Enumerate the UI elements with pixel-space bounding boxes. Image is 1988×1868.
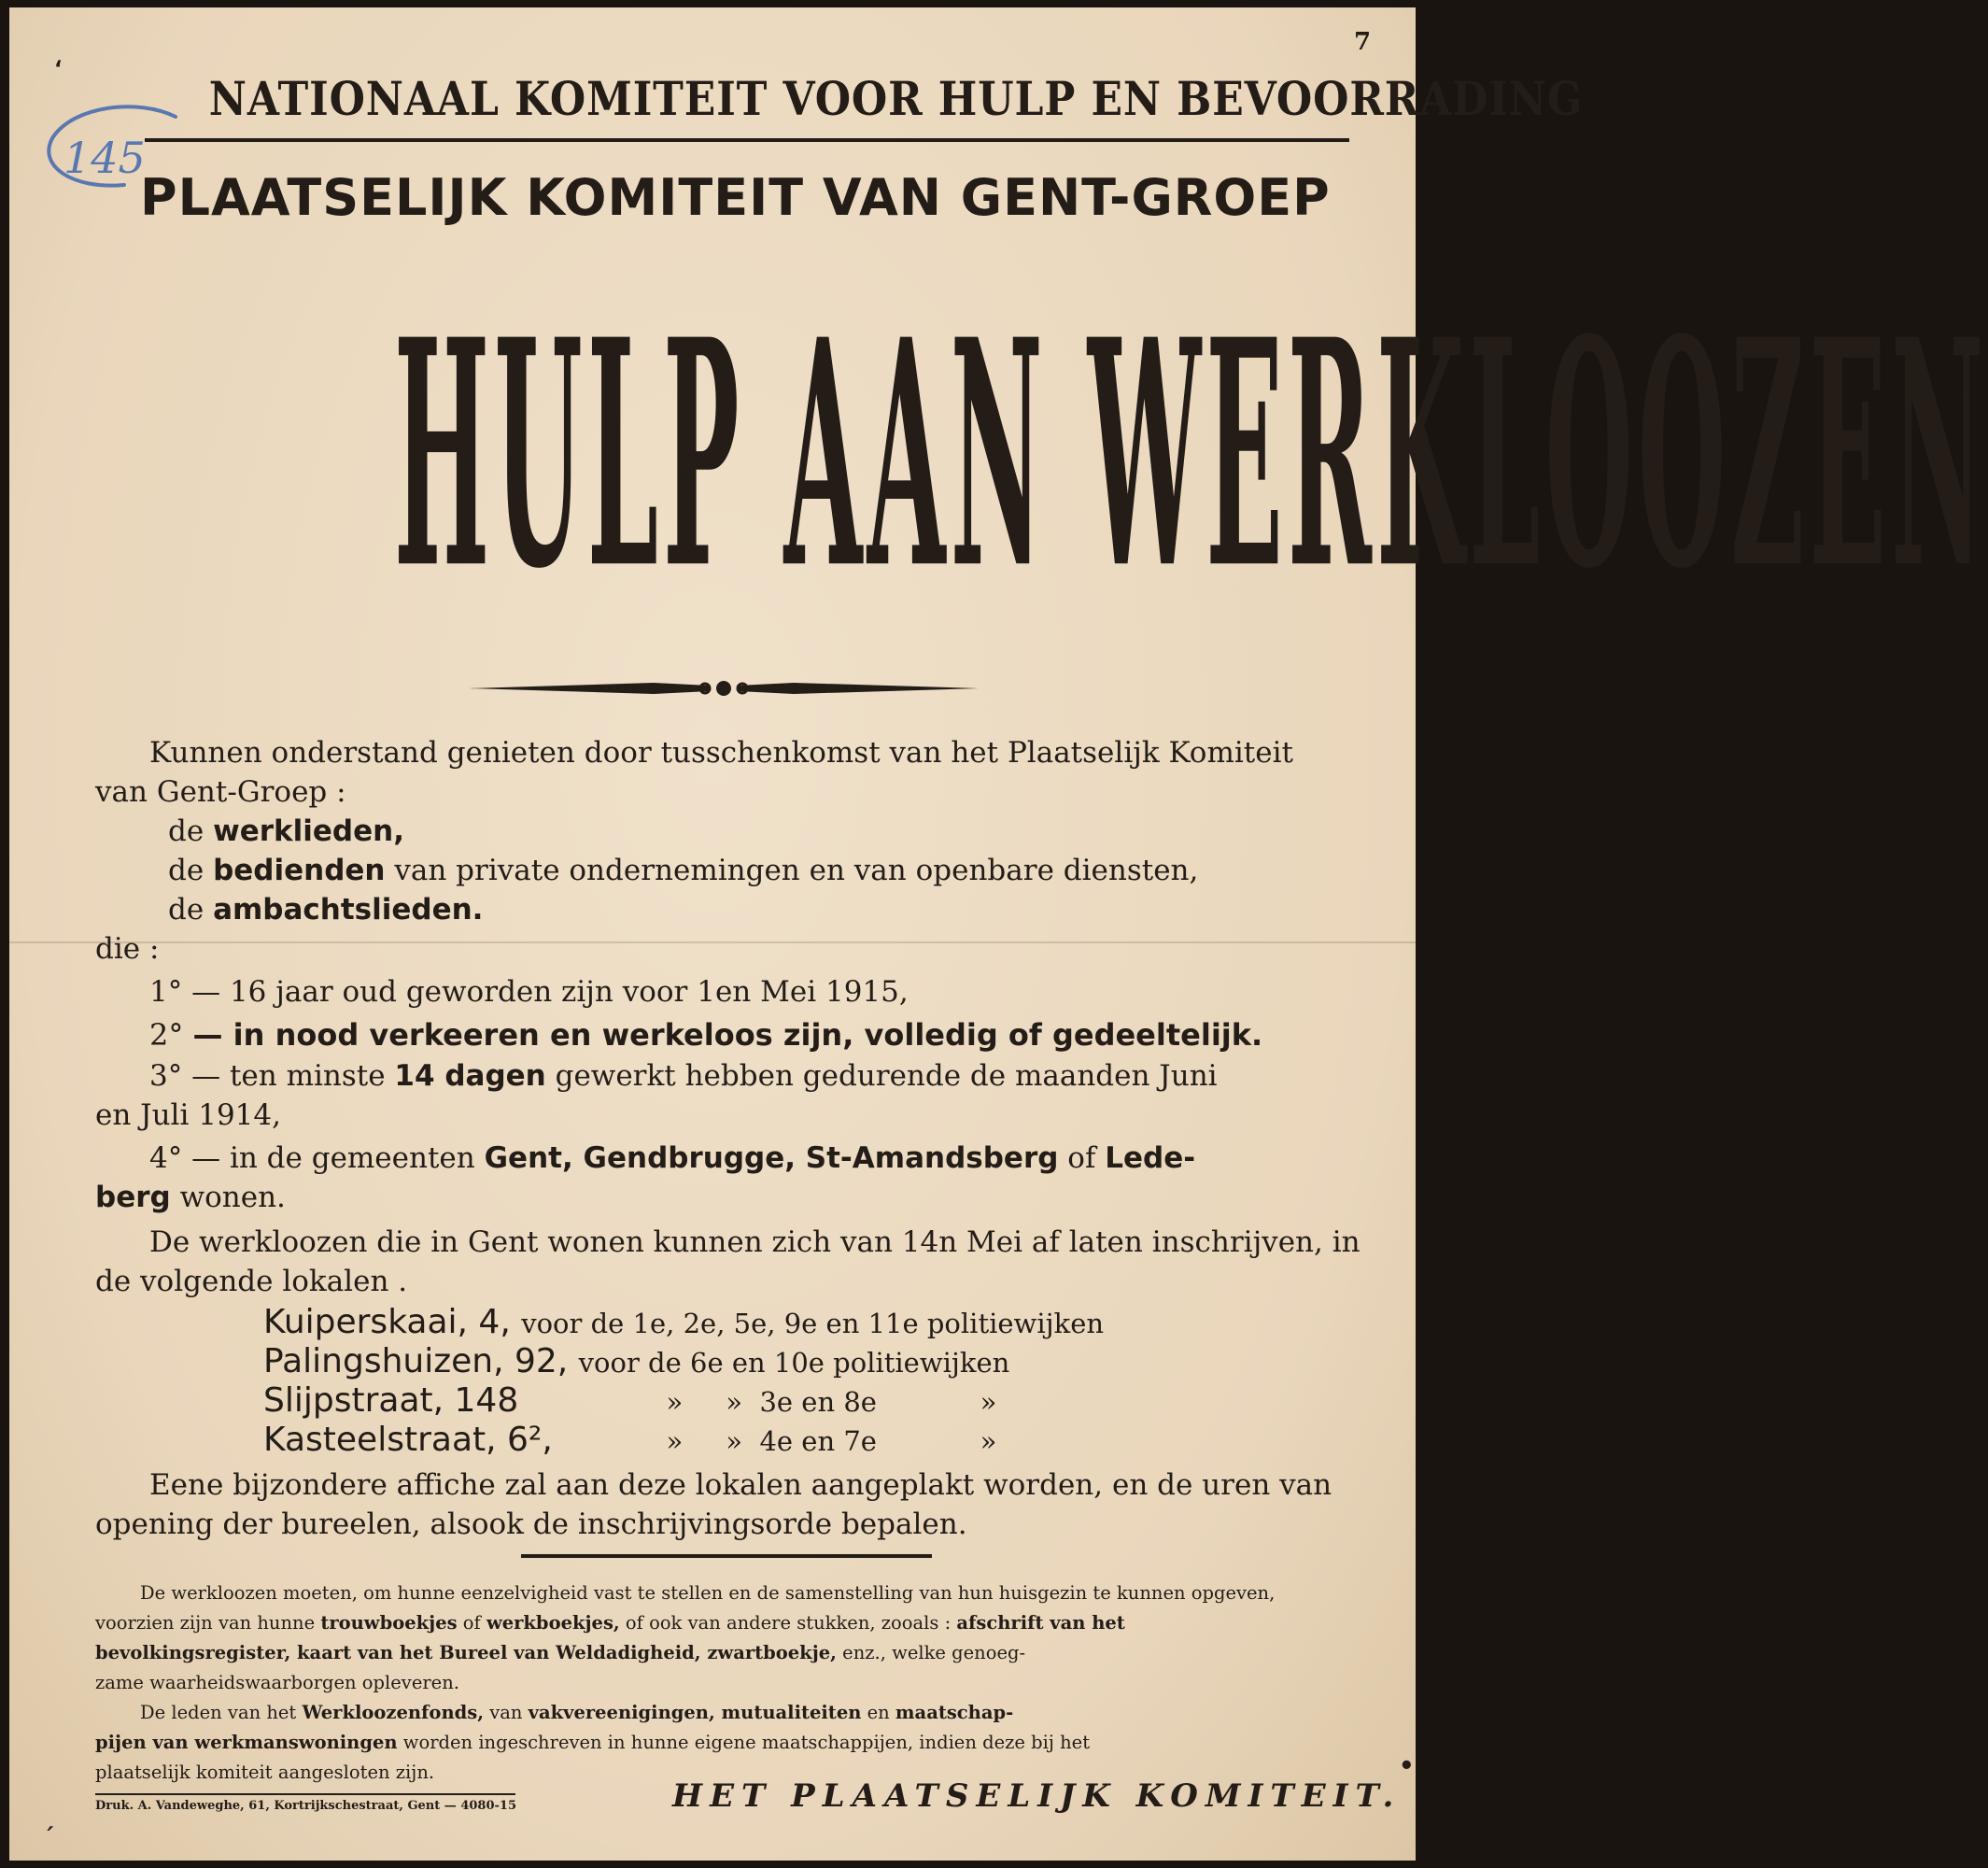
fineprint-p1-line-3: [95, 1640, 1025, 1666]
fineprint-p1-line-4: zame waarheidswaarborgen opleveren.: [95, 1672, 459, 1693]
fp-bold: bevolkingsregister, kaart van het Bureel van Weldadigheid, zwartboekje,: [95, 1642, 837, 1663]
location-row: [263, 1343, 1009, 1381]
condition-3-line-2: en Juli 1914,: [95, 1098, 281, 1132]
fp-text: De leden van het: [140, 1702, 297, 1723]
fineprint-p2-line-3: plaatselijk komiteit aangesloten zijn.: [95, 1762, 435, 1783]
poster-sheet: [9, 7, 1988, 1861]
fp-bold: vakvereenigingen, mutualiteiten: [528, 1702, 862, 1723]
local-committee-title: PLAATSELIJK KOMITEIT VAN GENT-GROEP: [140, 168, 1331, 227]
location-detail: » » 4e en 7e »: [666, 1425, 997, 1457]
location-detail: voor de 1e, 2e, 5e, 9e en 11e politiewijken: [521, 1308, 1105, 1339]
condition-3-number: 3°: [149, 1059, 183, 1093]
group-bedienden-label: bedienden: [213, 854, 386, 887]
location-place: Palingshuizen, 92,: [263, 1342, 569, 1380]
fp-bold: maatschap-: [895, 1702, 1014, 1723]
fp-bold: Werkloozenfonds,: [302, 1702, 485, 1723]
condition-1: [149, 973, 909, 1011]
group-ambachtslieden-label: ambachtslieden.: [213, 893, 484, 927]
location-detail: voor de 6e en 10e politiewijken: [578, 1347, 1010, 1379]
corner-mark: 7: [1354, 28, 1372, 56]
national-committee-title: NATIONAAL KOMITEIT VOOR HULP EN BEVOORRADING: [208, 71, 1584, 126]
condition-4-of: of: [1067, 1141, 1096, 1175]
ornament-divider: [467, 672, 980, 704]
fp-bold: afschrift van het: [956, 1612, 1125, 1634]
fp-text: en: [867, 1702, 890, 1723]
condition-1-text: — 16 jaar oud geworden zijn voor 1en Mei 1915,: [191, 975, 909, 1009]
fp-text: of ook van andere stukken, zooals :: [625, 1612, 952, 1634]
intro-die: die :: [95, 932, 160, 966]
condition-4-municipalities: Gent, Gendbrugge, St-Amandsberg: [484, 1141, 1059, 1175]
location-row: [263, 1382, 996, 1421]
condition-3: [149, 1057, 1218, 1095]
condition-4-wonen: wonen.: [179, 1181, 286, 1214]
fp-text: worden ingeschreven in hunne eigene maatschappijen, indien deze bij het: [402, 1732, 1091, 1753]
edge-mark: ˊ: [43, 1824, 55, 1852]
printer-credit: Druk. A. Vandeweghe, 61, Kortrijkschestraat, Gent — 4080-15: [95, 1799, 516, 1813]
paper-fold: [9, 941, 1416, 943]
registration-line-2: de volgende lokalen .: [95, 1265, 408, 1298]
group-ambachtslieden: [168, 891, 483, 928]
fp-bold: trouwboekjes: [320, 1612, 458, 1634]
condition-4-text-a: — in de gemeenten: [191, 1141, 475, 1175]
location-row: [263, 1422, 996, 1460]
group-bedienden-rest: van private ondernemingen en van openbare diensten,: [394, 854, 1199, 887]
edge-mark: •: [1399, 1752, 1415, 1780]
condition-4: [149, 1139, 1195, 1177]
condition-4-ledeberg-b: berg: [95, 1181, 171, 1214]
printer-rule: [95, 1793, 515, 1795]
group-bedienden: [168, 852, 1198, 889]
condition-4-line-2: [95, 1179, 286, 1216]
location-detail: » » 3e en 8e »: [666, 1386, 997, 1418]
intro-line-1: Kunnen onderstand genieten door tusschenkomst van het Plaatselijk Komiteit: [149, 736, 1293, 770]
condition-1-number: 1°: [149, 975, 183, 1009]
condition-2-number: 2°: [149, 1017, 184, 1053]
article-de: de: [168, 814, 204, 848]
fp-text: enz., welke genoeg-: [842, 1642, 1026, 1663]
location-place: Kuiperskaai, 4,: [263, 1303, 511, 1341]
group-werklieden: [168, 813, 404, 850]
fp-text: voorzien zijn van hunne: [95, 1612, 316, 1634]
signature: HET PLAATSELIJK KOMITEIT.: [672, 1777, 1402, 1815]
fineprint-p2-line-1: [140, 1700, 1013, 1726]
condition-3-text-c: gewerkt hebben gedurende de maanden Juni: [555, 1059, 1218, 1093]
headline: HULP AAN WERKLOOZEN: [394, 273, 1988, 639]
fineprint-p1-line-2: [95, 1610, 1125, 1636]
fp-text: of: [462, 1612, 481, 1634]
handwritten-number: 145: [63, 133, 146, 183]
registration-line-1: De werkloozen die in Gent wonen kunnen zich van 14n Mei af laten inschrijven, in: [149, 1225, 1361, 1259]
location-place: Slijpstraat, 148: [263, 1381, 519, 1420]
notice-line-1: Eene bijzondere affiche zal aan deze lokalen aangeplakt worden, en de uren van: [149, 1468, 1332, 1502]
fineprint-p1-line-1: De werkloozen moeten, om hunne eenzelvigheid vast te stellen en de samenstelling van hun huisgezin te kunnen opgeven,: [140, 1582, 1276, 1604]
article-de: de: [168, 893, 204, 927]
intro-line-2: van Gent-Groep :: [95, 775, 346, 809]
fp-bold: werkboekjes,: [486, 1612, 620, 1634]
fineprint-p2-line-2: [95, 1730, 1090, 1756]
location-place: Kasteelstraat, 6²,: [263, 1421, 553, 1459]
condition-3-days: 14 dagen: [394, 1059, 546, 1093]
handwritten-annotation: [35, 96, 199, 199]
section-rule: [521, 1554, 932, 1558]
fp-text: van: [489, 1702, 523, 1723]
group-werklieden-label: werklieden,: [213, 814, 404, 848]
fp-bold: pijen van werkmanswoningen: [95, 1732, 398, 1753]
condition-2: [149, 1016, 1262, 1054]
condition-4-ledeberg-a: Lede-: [1105, 1141, 1196, 1175]
article-de: de: [168, 854, 204, 887]
condition-4-number: 4°: [149, 1141, 183, 1175]
location-row: [263, 1304, 1104, 1342]
condition-3-text-a: — ten minste: [191, 1059, 386, 1093]
notice-line-2: opening der bureelen, alsook de inschrijvingsorde bepalen.: [95, 1507, 967, 1541]
condition-2-text: — in nood verkeeren en werkeloos zijn, volledig of gedeeltelijk.: [192, 1017, 1263, 1053]
corner-mark: ،: [54, 45, 63, 73]
